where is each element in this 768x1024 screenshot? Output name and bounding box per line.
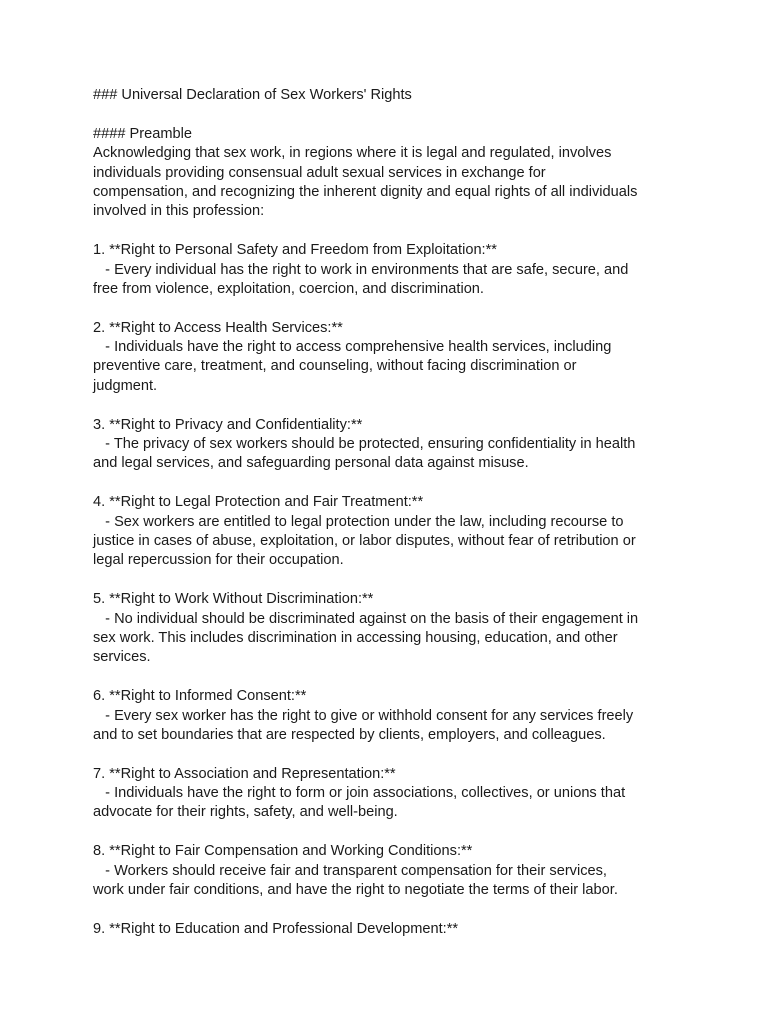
right-text-line: services. bbox=[93, 649, 151, 666]
spacer bbox=[93, 299, 693, 318]
right-heading: 6. **Right to Informed Consent:** bbox=[93, 688, 307, 705]
spacer bbox=[93, 396, 693, 415]
spacer bbox=[93, 900, 693, 919]
preamble-heading: #### Preamble bbox=[93, 125, 192, 142]
right-text-line: work under fair conditions, and have the right to negotiate the terms of their labor. bbox=[93, 882, 618, 899]
right-text-line: - Sex workers are entitled to legal protection under the law, including recourse to bbox=[93, 513, 624, 530]
right-9 bbox=[93, 920, 693, 939]
right-text-line: and to set boundaries that are respected by clients, employers, and colleagues. bbox=[93, 726, 606, 743]
right-text-line: - Every individual has the right to work in environments that are safe, secure, and bbox=[93, 261, 629, 278]
right-2 bbox=[93, 319, 693, 397]
right-text-line: sex work. This includes discrimination in accessing housing, education, and other bbox=[93, 629, 618, 646]
right-6 bbox=[93, 687, 693, 745]
right-text-line: justice in cases of abuse, exploitation, or labor disputes, without fear of retribution or bbox=[93, 532, 636, 549]
right-text-line: preventive care, treatment, and counseling, without facing discrimination or bbox=[93, 358, 577, 375]
right-text-line: judgment. bbox=[93, 377, 158, 394]
preamble-line: compensation, and recognizing the inherent dignity and equal rights of all individuals bbox=[93, 183, 638, 200]
right-1 bbox=[93, 241, 693, 299]
preamble-line: involved in this profession: bbox=[93, 203, 265, 220]
right-8 bbox=[93, 842, 693, 900]
right-4 bbox=[93, 493, 693, 571]
spacer bbox=[93, 474, 693, 493]
right-text-line: - The privacy of sex workers should be protected, ensuring confidentiality in health bbox=[93, 436, 636, 453]
right-5 bbox=[93, 590, 693, 668]
spacer bbox=[93, 222, 693, 241]
right-text-line: advocate for their rights, safety, and well-being. bbox=[93, 804, 398, 821]
right-text-line: - Individuals have the right to form or join associations, collectives, or unions that bbox=[93, 785, 626, 802]
right-heading: 3. **Right to Privacy and Confidentiality:** bbox=[93, 416, 363, 433]
right-heading: 5. **Right to Work Without Discrimination:** bbox=[93, 591, 374, 608]
right-heading: 7. **Right to Association and Representation:** bbox=[93, 765, 396, 782]
document-title: ### Universal Declaration of Sex Workers' Rights bbox=[93, 87, 412, 103]
spacer bbox=[93, 105, 693, 124]
preamble-line: individuals providing consensual adult sexual services in exchange for bbox=[93, 164, 546, 181]
right-heading: 8. **Right to Fair Compensation and Working Conditions:** bbox=[93, 843, 473, 860]
right-text-line: free from violence, exploitation, coercion, and discrimination. bbox=[93, 280, 484, 297]
right-heading: 4. **Right to Legal Protection and Fair Treatment:** bbox=[93, 494, 424, 511]
right-text-line: - Every sex worker has the right to give or withhold consent for any services freely bbox=[93, 707, 634, 724]
spacer bbox=[93, 745, 693, 764]
right-7 bbox=[93, 765, 693, 823]
right-text-line: and legal services, and safeguarding personal data against misuse. bbox=[93, 455, 529, 472]
right-heading: 9. **Right to Education and Professional Development:** bbox=[93, 920, 459, 937]
right-text-line: - Workers should receive fair and transparent compensation for their services, bbox=[93, 862, 607, 879]
right-text-line: - Individuals have the right to access comprehensive health services, including bbox=[93, 339, 612, 356]
spacer bbox=[93, 571, 693, 590]
right-text-line: legal repercussion for their occupation. bbox=[93, 552, 344, 569]
right-heading: 2. **Right to Access Health Services:** bbox=[93, 319, 343, 336]
right-3 bbox=[93, 416, 693, 474]
preamble-line: Acknowledging that sex work, in regions where it is legal and regulated, involves bbox=[93, 145, 612, 162]
spacer bbox=[93, 823, 693, 842]
document-body bbox=[93, 86, 693, 939]
spacer bbox=[93, 668, 693, 687]
right-heading: 1. **Right to Personal Safety and Freedom from Exploitation:** bbox=[93, 242, 497, 259]
right-text-line: - No individual should be discriminated against on the basis of their engagement in bbox=[93, 610, 639, 627]
